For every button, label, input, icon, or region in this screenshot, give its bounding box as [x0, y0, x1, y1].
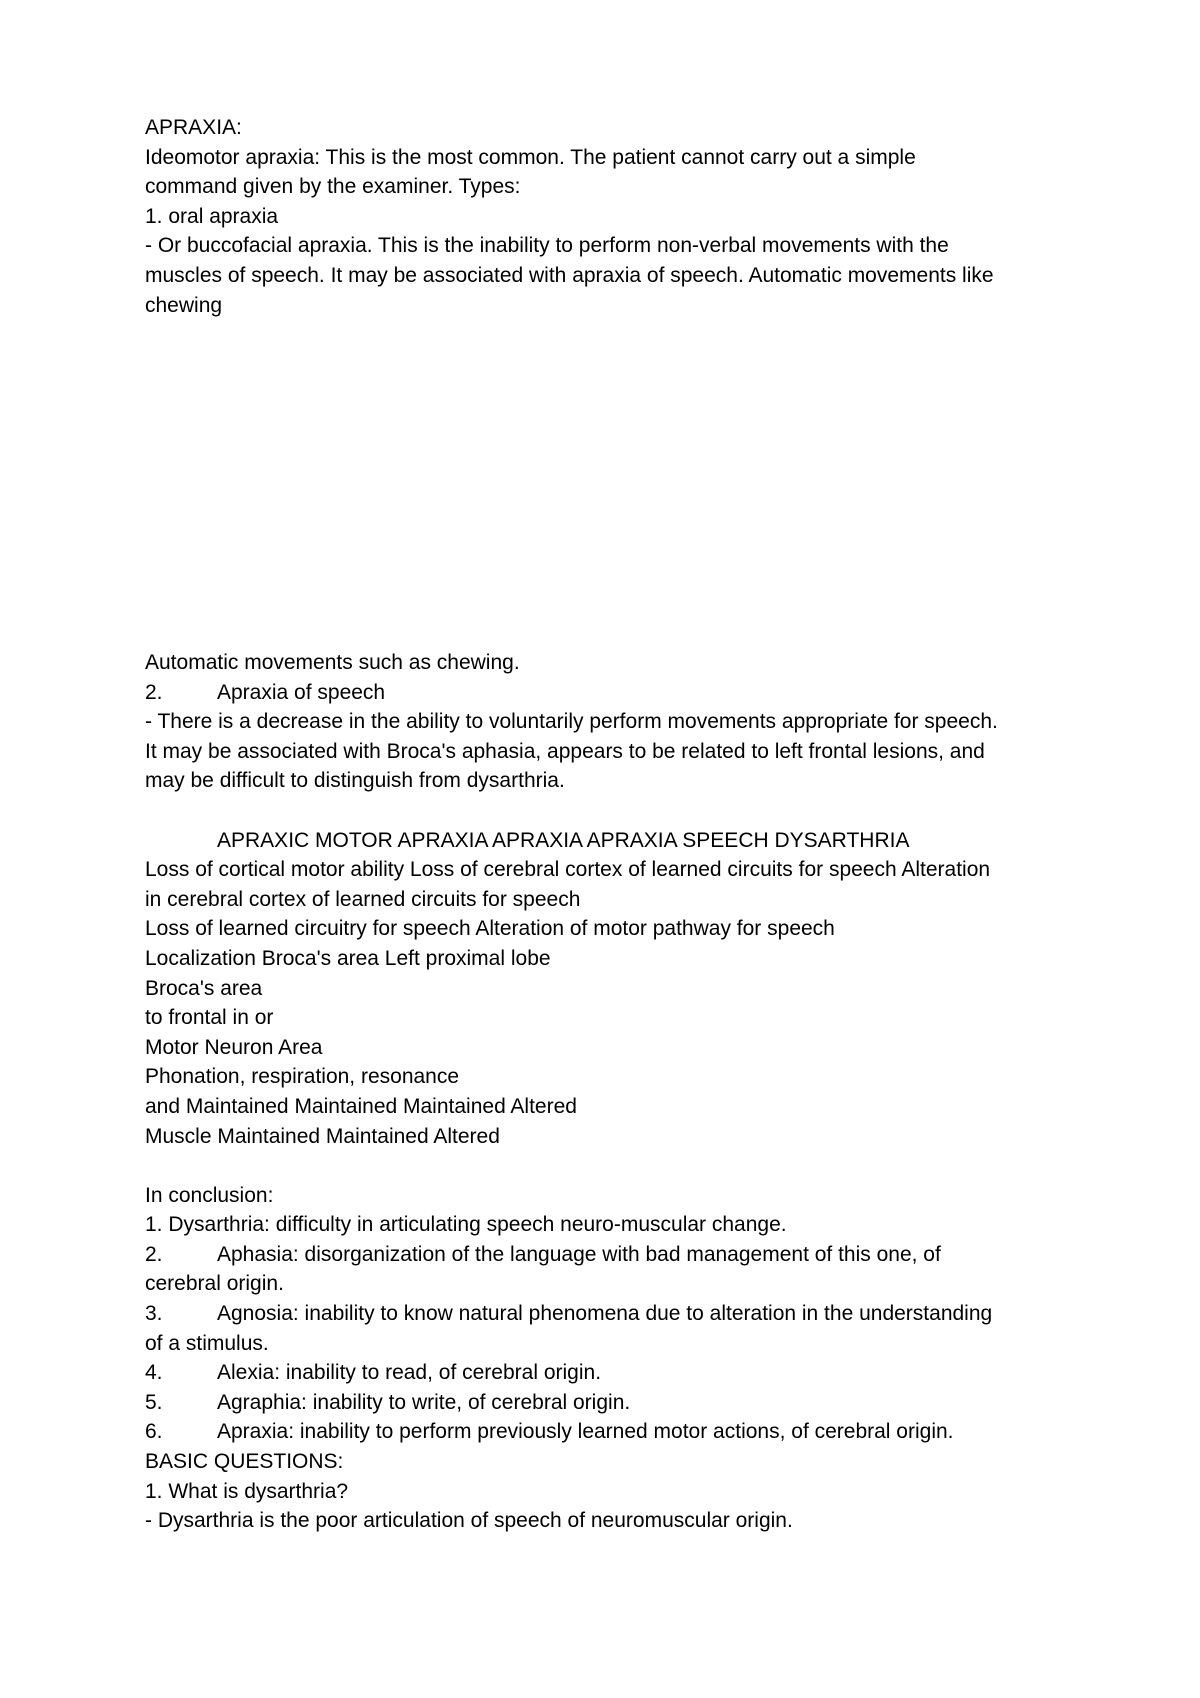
paragraph-line: Automatic movements such as chewing. — [145, 651, 520, 674]
paragraph-line: Ideomotor apraxia: This is the most common. The patient cannot carry out a simple — [145, 145, 916, 169]
table-row: Loss of learned circuitry for speech Alteration of motor pathway for speech — [145, 917, 835, 941]
list-item — [145, 678, 1065, 708]
list-text: Alexia: inability to read, of cerebral origin. — [217, 1361, 602, 1385]
paragraph-line: - Or buccofacial apraxia. This is the inability to perform non-verbal movements with the — [145, 234, 949, 258]
list-number: 5. — [145, 1390, 163, 1414]
list-item — [145, 1417, 1065, 1447]
list-item-continuation: cerebral origin. — [145, 1272, 284, 1296]
paragraph-line: muscles of speech. It may be associated with apraxia of speech. Automatic movements like — [145, 263, 994, 287]
table-row: Loss of cortical motor ability Loss of cerebral cortex of learned circuits for speech Alteration — [145, 858, 991, 882]
list-number: 6. — [145, 1420, 163, 1444]
table-row: and Maintained Maintained Maintained Altered — [145, 1094, 577, 1118]
table-header: APRAXIC MOTOR APRAXIA APRAXIA APRAXIA SPEECH DYSARTHRIA — [217, 828, 910, 852]
paragraph-line: command given by the examiner. Types: — [145, 175, 521, 199]
list-item: 1. oral apraxia — [145, 204, 279, 228]
table-row: Muscle Maintained Maintained Altered — [145, 1124, 500, 1148]
apraxia-section — [145, 113, 1065, 320]
list-number: 4. — [145, 1361, 163, 1385]
paragraph-line: may be difficult to distinguish from dysarthria. — [145, 769, 565, 793]
table-row: Motor Neuron Area — [145, 1035, 323, 1059]
table-row: to frontal in or — [145, 1006, 274, 1030]
table-row: Broca's area — [145, 976, 263, 1000]
list-item — [145, 1240, 1065, 1270]
question: 1. What is dysarthria? — [145, 1479, 349, 1503]
list-text: Apraxia of speech — [217, 680, 386, 704]
list-item — [145, 1299, 1065, 1329]
table-row: Localization Broca's area Left proximal lobe — [145, 946, 551, 970]
paragraph-line: It may be associated with Broca's aphasia, appears to be related to left frontal lesions, and — [145, 739, 985, 763]
section-heading: APRAXIA: — [145, 116, 242, 139]
list-text: Apraxia: inability to perform previously learned motor actions, of cerebral origin. — [217, 1420, 954, 1444]
list-text: Agnosia: inability to know natural phenomena due to alteration in the understanding — [217, 1302, 993, 1326]
list-number: 2. — [145, 680, 163, 704]
list-item: 1. Dysarthria: difficulty in articulating speech neuro-muscular change. — [145, 1213, 787, 1237]
conclusion-heading: In conclusion: — [145, 1183, 274, 1207]
questions-heading: BASIC QUESTIONS: — [145, 1450, 344, 1474]
list-text: Aphasia: disorganization of the language with bad management of this one, of — [217, 1242, 941, 1266]
table-row: Phonation, respiration, resonance — [145, 1065, 460, 1089]
answer: - Dysarthria is the poor articulation of speech of neuromuscular origin. — [145, 1509, 793, 1533]
list-text: Agraphia: inability to write, of cerebral origin. — [217, 1390, 631, 1414]
list-number: 2. — [145, 1242, 163, 1266]
blank-line — [145, 1151, 1065, 1181]
table-row: in cerebral cortex of learned circuits for speech — [145, 887, 581, 911]
list-item-continuation: of a stimulus. — [145, 1331, 269, 1355]
blank-line — [145, 796, 1065, 826]
paragraph-line: - There is a decrease in the ability to voluntarily perform movements appropriate for speech. — [145, 710, 998, 734]
paragraph-line: chewing — [145, 293, 223, 317]
continued-section — [145, 648, 1065, 1536]
list-item — [145, 1388, 1065, 1418]
list-number: 3. — [145, 1302, 163, 1326]
list-item — [145, 1358, 1065, 1388]
